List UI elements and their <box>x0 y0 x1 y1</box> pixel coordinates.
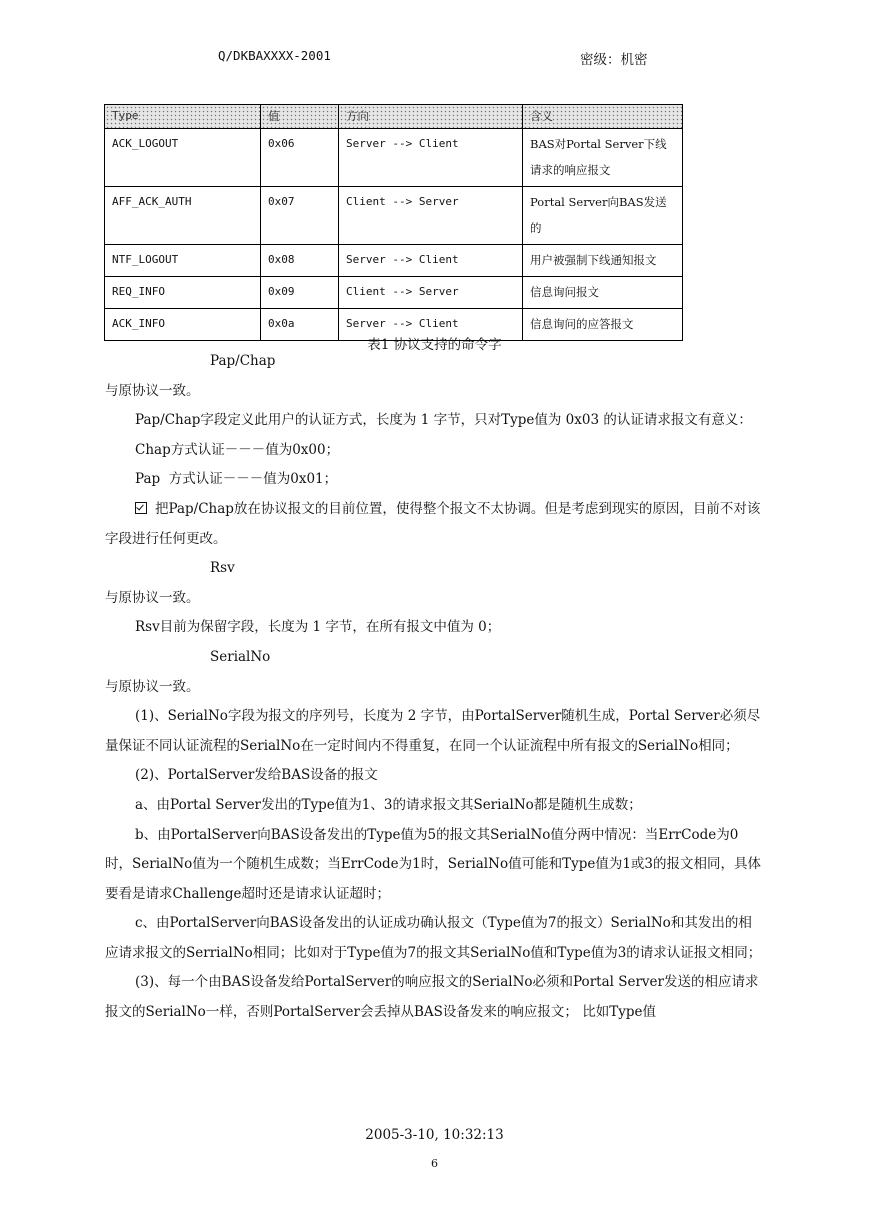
doc-code: Q/DKBAXXXX-2001 <box>218 48 331 63</box>
footer-datetime: 2005-3-10, 10:32:13 <box>365 1127 504 1143</box>
cell-value: 0x09 <box>261 277 339 309</box>
cell-direction: Server --> Client <box>339 129 523 187</box>
cell-type: AFF_ACK_AUTH <box>105 187 261 245</box>
cell-type: NTF_LOGOUT <box>105 245 261 277</box>
pap-value-line: Pap 方式认证－－－值为0x01； <box>135 471 338 488</box>
chap-value-line: Chap方式认证－－－值为0x00； <box>135 441 340 458</box>
document-body <box>105 347 765 1028</box>
page-number: 6 <box>431 1157 438 1170</box>
cell-value: 0x06 <box>261 129 339 187</box>
serialno-paragraph-1: (1)、SerialNo字段为报文的序列号，长度为 2 字节，由PortalServer随机生成，Portal Server必须尽量保证不同认证流程的SerialNo在一定时间内不得重复，在同一个认证流程中所有报文的SerialNo相同； <box>105 708 761 754</box>
table-row <box>105 129 683 187</box>
cell-direction: Server --> Client <box>339 245 523 277</box>
cell-meaning: 信息询问的应答报文 <box>523 309 683 341</box>
serialno-heading: SerialNo <box>210 648 271 665</box>
serialno-item-c: c、由PortalServer向BAS设备发出的认证成功确认报文（Type值为7的报文）SerialNo和其发出的相应请求报文的SerrialNo相同；比如对于Type值为7的报文其SerialNo值和Type值为3的请求认证报文相同； <box>105 915 762 961</box>
cell-meaning: Portal Server向BAS发送的 <box>523 187 683 245</box>
cell-direction: Server --> Client <box>339 309 523 341</box>
header-value: 值 <box>261 105 339 129</box>
cell-value: 0x0a <box>261 309 339 341</box>
cell-type: REQ_INFO <box>105 277 261 309</box>
serialno-item-a: a、由Portal Server发出的Type值为1、3的请求报文其SerialNo都是随机生成数； <box>135 796 642 813</box>
classification-label: 密级：机密 <box>580 52 648 68</box>
table-caption: 表1 协议支持的命令字 <box>367 337 502 353</box>
serialno-paragraph-3: (3)、每一个由BAS设备发给PortalServer的响应报文的SerialNo必须和Portal Server发送的相应请求报文的SerialNo一样，否则PortalServer会丢掉从BAS设备发来的响应报文； 比如Type值 <box>105 974 759 1021</box>
papchap-same-note: 与原协议一致。 <box>105 382 200 399</box>
check-note-paragraph <box>105 495 765 554</box>
cell-type: ACK_LOGOUT <box>105 129 261 187</box>
command-table <box>104 104 683 341</box>
checkbox-icon <box>135 502 147 514</box>
cell-type: ACK_INFO <box>105 309 261 341</box>
papchap-heading: Pap/Chap <box>210 353 276 369</box>
table-row <box>105 277 683 309</box>
header-type: Type <box>105 105 261 129</box>
serialno-paragraph-2: (2)、PortalServer发给BAS设备的报文 <box>135 767 378 784</box>
cell-value: 0x07 <box>261 187 339 245</box>
cell-meaning: 用户被强制下线通知报文 <box>523 245 683 277</box>
rsv-same-note: 与原协议一致。 <box>105 589 200 606</box>
cell-value: 0x08 <box>261 245 339 277</box>
rsv-definition: Rsv目前为保留字段，长度为 1 字节，在所有报文中值为 0； <box>135 619 501 636</box>
check-note-text: 把Pap/Chap放在协议报文的目前位置，使得整个报文不太协调。但是考虑到现实的原因，目前不对该字段进行任何更改。 <box>105 500 761 547</box>
cell-meaning: 信息询问报文 <box>523 277 683 309</box>
rsv-heading: Rsv <box>210 560 235 577</box>
table-row <box>105 187 683 245</box>
header-direction: 方向 <box>339 105 523 129</box>
table-row <box>105 245 683 277</box>
serialno-same-note: 与原协议一致。 <box>105 678 200 695</box>
table-header-row <box>105 105 683 129</box>
cell-direction: Client --> Server <box>339 187 523 245</box>
serialno-item-b: b、由PortalServer向BAS设备发出的Type值为5的报文其SerialNo值分两中情况：当ErrCode为0时，SerialNo值为一个随机生成数；当ErrCode为1时，SerialNo值可能和Type值为1或3的报文相同，具体要看是请求Challenge超时还是请求认证超时； <box>105 826 762 902</box>
cell-meaning: BAS对Portal Server下线请求的响应报文 <box>523 129 683 187</box>
header-meaning: 含义 <box>523 105 683 129</box>
papchap-definition: Pap/Chap字段定义此用户的认证方式，长度为 1 字节，只对Type值为 0x03 的认证请求报文有意义： <box>135 412 752 429</box>
cell-direction: Client --> Server <box>339 277 523 309</box>
